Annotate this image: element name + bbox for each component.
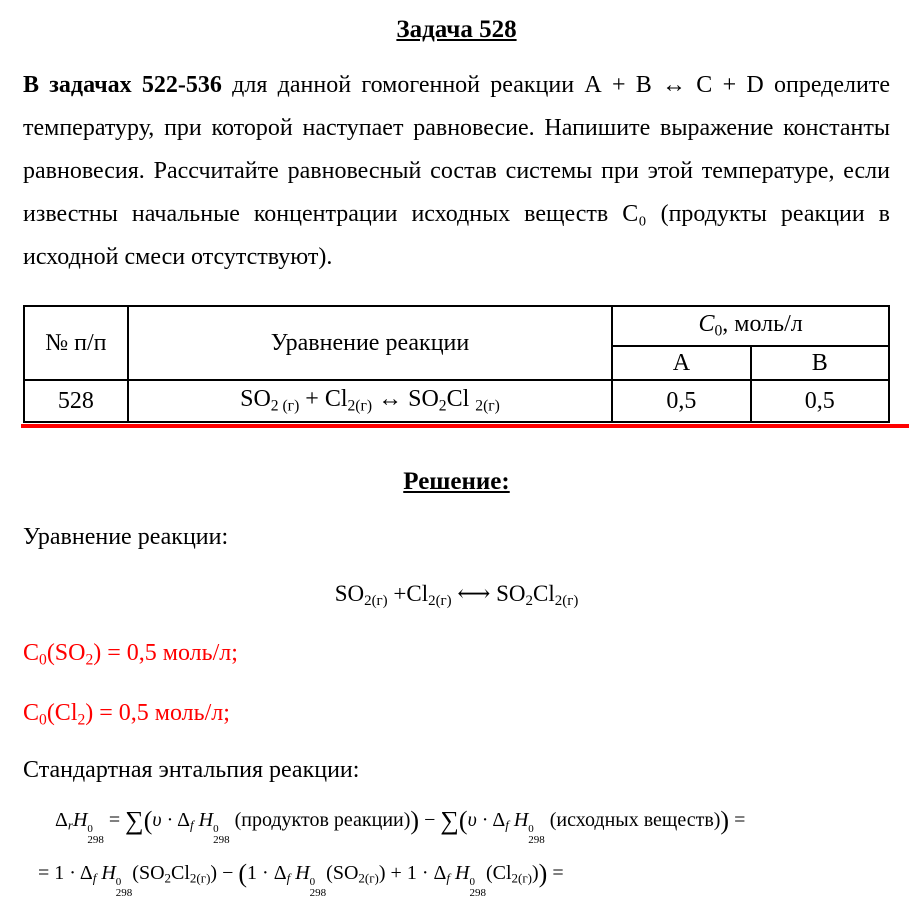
table-header-row-1	[24, 306, 889, 346]
intro-body-text: для данной гомогенной реакции А + В ↔ С + D определите температуру, при которой наступает равновесие. Напишите выражение константы равновесия. Рассчитайте равновесный состав системы при этой температуре, если известны начальные концентрации исходных веществ С₀ (продукты реакции в исходной смеси отсутствуют).	[23, 72, 890, 270]
intro-bold-lead: В задачах 522-536	[23, 72, 222, 98]
red-divider-line	[21, 424, 909, 428]
header-cell-c0: C0, моль/л	[612, 306, 889, 346]
table-row	[24, 380, 889, 422]
solution-heading-text: Решение:	[403, 468, 510, 495]
solution-heading	[23, 468, 890, 496]
header-cell-number: № п/п	[24, 306, 128, 380]
reaction-equation-label: Уравнение реакции:	[23, 524, 229, 550]
intro-paragraph	[23, 64, 890, 279]
initial-concentration-cl2: C0(Cl2) = 0,5 моль/л;	[23, 699, 230, 728]
cell-c0-a: 0,5	[612, 380, 750, 422]
conditions-table	[23, 305, 890, 423]
cell-c0-b: 0,5	[751, 380, 889, 422]
header-cell-a: А	[612, 346, 750, 380]
reaction-equation: SO2(г) +Cl2(г) ⟷ SO2Cl2(г)	[334, 581, 579, 610]
header-cell-b: В	[751, 346, 889, 380]
enthalpy-formula-line-2: = 1 · Δf H 0 298 (SO2Cl2(г)) − (1 · Δf H 0 298 (SO2(г)) + 1 · Δf H 0 298 (Cl2(г))) =	[38, 858, 564, 900]
page-title	[23, 16, 890, 44]
cell-reaction-equation: SO2 (г) + Cl2(г) ↔ SO2Cl 2(г)	[128, 380, 612, 422]
enthalpy-formula-line-1: ΔrH 0 298 = ∑(υ · Δf H 0 298 (продуктов реакции)) − ∑(υ · Δf H 0 298 (исходных веществ)) =	[55, 805, 746, 847]
header-cell-equation: Уравнение реакции	[128, 306, 612, 380]
cell-task-number: 528	[24, 380, 128, 422]
page-title-text: Задача 528	[396, 16, 517, 43]
enthalpy-section-label: Стандартная энтальпия реакции:	[23, 756, 360, 783]
conditions-table-wrap	[23, 305, 890, 428]
initial-concentration-so2: C0(SO2) = 0,5 моль/л;	[23, 640, 238, 669]
